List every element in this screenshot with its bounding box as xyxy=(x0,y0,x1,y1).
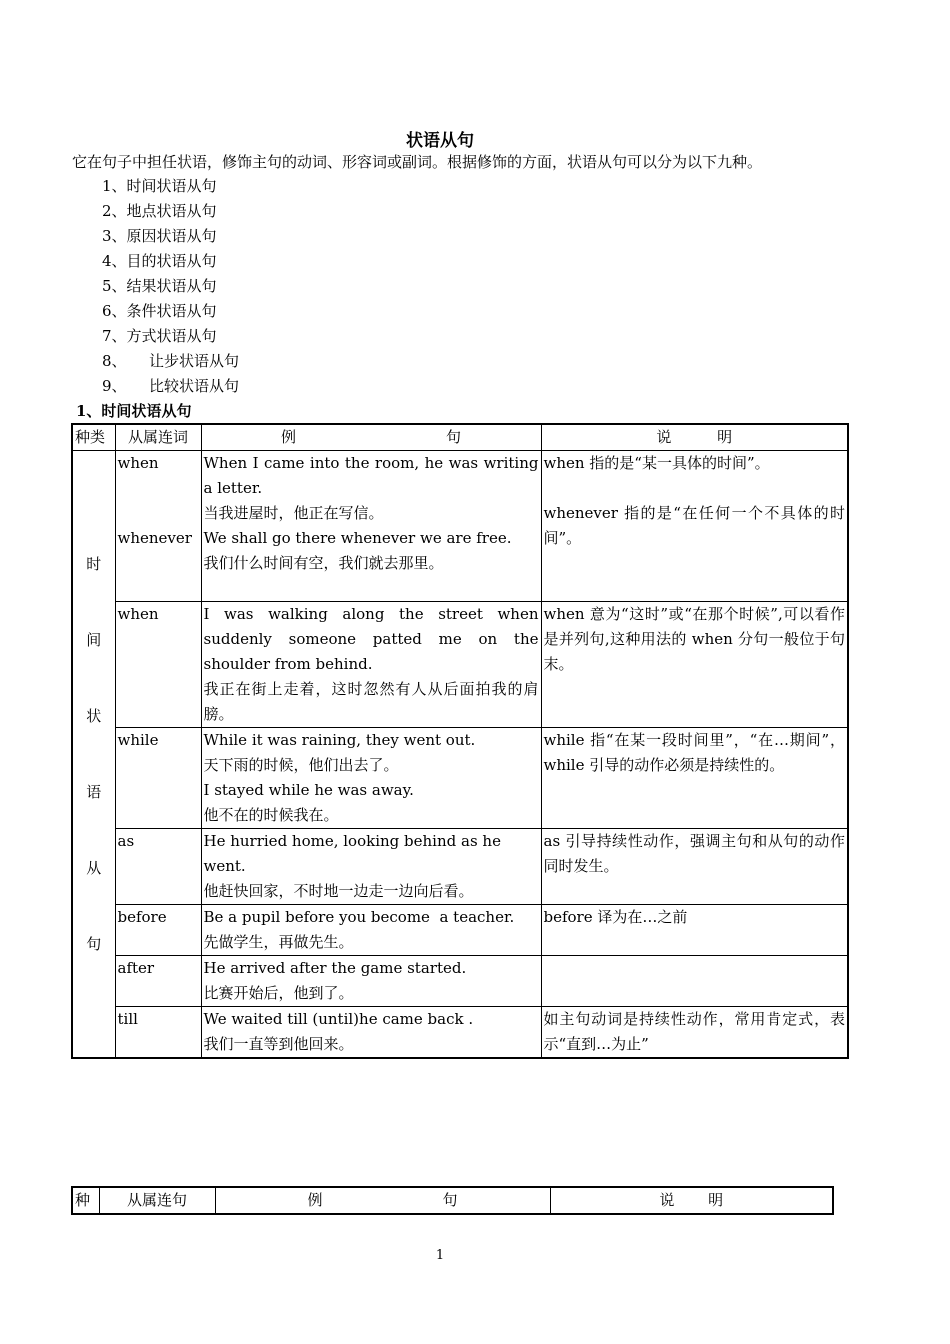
conjunction-cell: as xyxy=(115,829,201,905)
header-conjunction: 从属连句 xyxy=(99,1187,215,1214)
table-row xyxy=(72,829,848,905)
note-cell: while 指“在某一段时间里”，“在…期间”，while 引导的动作必须是持续性的。 xyxy=(541,728,848,829)
list-item: 8、 让步状语从句 xyxy=(102,352,240,370)
header-conjunction: 从属连词 xyxy=(115,424,201,451)
table-row xyxy=(72,956,848,1007)
conjunction-cell: when whenever xyxy=(115,451,201,602)
page-number: 1 xyxy=(435,1248,445,1263)
conjunction-cell: when xyxy=(115,602,201,728)
note-cell xyxy=(541,956,848,1007)
header-example: 例 句 xyxy=(201,424,541,451)
table-row xyxy=(72,602,848,728)
intro-paragraph: 它在句子中担任状语，修饰主句的动词、形容词或副词。根据修饰的方面，状语从句可以分为以下九种。 xyxy=(72,153,763,171)
conjunction-cell: till xyxy=(115,1007,201,1059)
category-cell: 时 间 状 语 从 句 xyxy=(72,451,115,1059)
example-cell: I was walking along the street when suddenly someone patted me on the shoulder from behind. 我正在街上走着，这时忽然有人从后面拍我的肩膀。 xyxy=(201,602,541,728)
note-cell: when 指的是“某一具体的时间”。 whenever 指的是“在任何一个不具体的时间”。 xyxy=(541,451,848,602)
table-header-row xyxy=(72,424,848,451)
header-note: 说 明 xyxy=(550,1187,833,1214)
conjunction-cell: after xyxy=(115,956,201,1007)
table-row xyxy=(72,905,848,956)
header-kind: 种 xyxy=(72,1187,99,1214)
example-cell: When I came into the room, he was writing a letter. 当我进屋时，他正在写信。 We shall go there whenever we are free. 我们什么时间有空，我们就去那里。 xyxy=(201,451,541,602)
continued-table-header xyxy=(71,1186,834,1215)
header-note: 说 明 xyxy=(541,424,848,451)
list-item: 3、原因状语从句 xyxy=(102,227,217,245)
list-item: 2、地点状语从句 xyxy=(102,202,217,220)
page-title: 状语从句 xyxy=(406,131,474,151)
clause-type-list xyxy=(102,175,239,400)
header-kind: 种类 xyxy=(72,424,115,451)
conjunction-cell: before xyxy=(115,905,201,956)
list-item: 1、时间状语从句 xyxy=(102,177,217,195)
conjunction-cell: while xyxy=(115,728,201,829)
list-item: 5、结果状语从句 xyxy=(102,277,217,295)
note-cell: when 意为“这时”或“在那个时候”,可以看作是并列句,这种用法的 when 分句一般位于句末。 xyxy=(541,602,848,728)
table-row xyxy=(72,1007,848,1059)
list-item: 9、 比较状语从句 xyxy=(102,377,240,395)
time-clause-table xyxy=(71,423,849,1059)
note-cell: as 引导持续性动作，强调主句和从句的动作同时发生。 xyxy=(541,829,848,905)
note-cell: before 译为在…之前 xyxy=(541,905,848,956)
list-item: 6、条件状语从句 xyxy=(102,302,217,320)
example-cell: We waited till (until)he came back . 我们一直等到他回来。 xyxy=(201,1007,541,1059)
list-item: 4、目的状语从句 xyxy=(102,252,217,270)
example-cell: He arrived after the game started. 比赛开始后，他到了。 xyxy=(201,956,541,1007)
list-item: 7、方式状语从句 xyxy=(102,327,217,345)
section-heading: 1、时间状语从句 xyxy=(76,402,192,420)
table-header-row xyxy=(72,1187,833,1214)
example-cell: He hurried home, looking behind as he went. 他赶快回家，不时地一边走一边向后看。 xyxy=(201,829,541,905)
example-cell: While it was raining, they went out. 天下雨的时候，他们出去了。 I stayed while he was away. 他不在的时候我在。 xyxy=(201,728,541,829)
example-cell: Be a pupil before you become a teacher. 先做学生，再做先生。 xyxy=(201,905,541,956)
note-cell: 如主句动词是持续性动作，常用肯定式，表示“直到…为止” xyxy=(541,1007,848,1059)
table-row xyxy=(72,451,848,602)
table-row xyxy=(72,728,848,829)
header-example: 例 句 xyxy=(215,1187,550,1214)
